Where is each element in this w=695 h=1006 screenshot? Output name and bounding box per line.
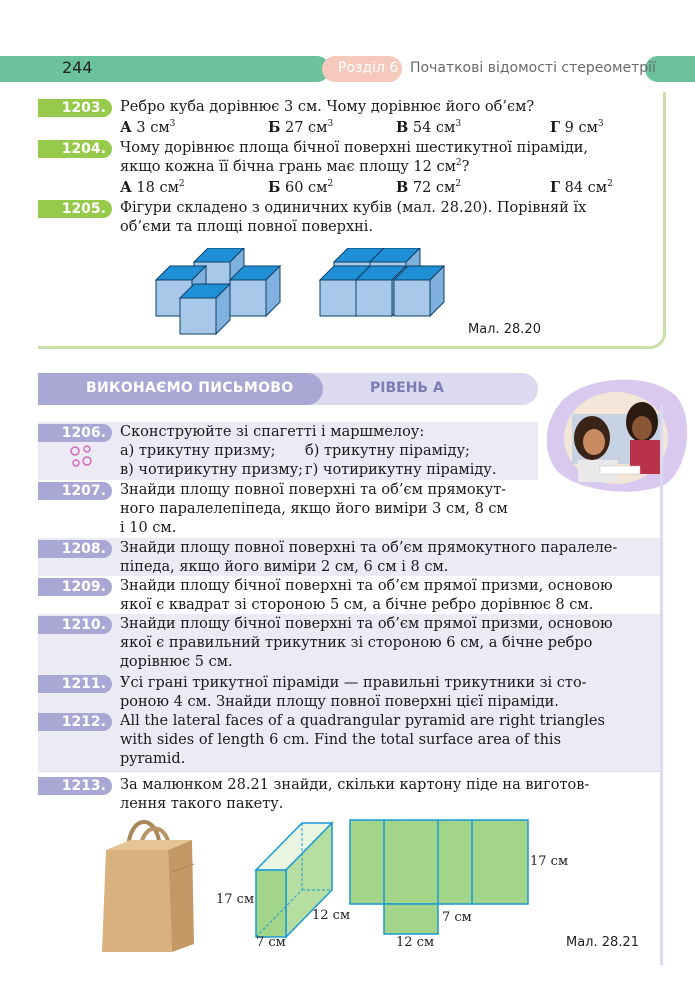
figure-caption-28-21: Мал. 28.21 [566, 935, 639, 950]
problem-1206-line2b: б) трикутну піраміду; [305, 443, 470, 459]
net-diagram [348, 818, 533, 938]
paper-bag-illustration [98, 812, 198, 957]
level-banner [308, 373, 538, 405]
divider [38, 771, 663, 772]
net-width-label: 7 см [442, 910, 472, 925]
prism-depth-label: 12 см [312, 908, 351, 923]
prism-height-label: 17 см [216, 892, 255, 907]
problem-1210-line3: дорівнює 5 см. [120, 654, 233, 670]
title-banner [38, 373, 323, 405]
chapter-title: Початкові відомості стереометрії [410, 60, 656, 76]
cube-figure-1 [156, 248, 280, 334]
option-c: В 54 $см^3$ [396, 119, 462, 136]
problem-1207-line3: і 10 см. [120, 520, 177, 536]
right-rule [660, 405, 663, 965]
problem-1212-line2: with sides of length 6 cm. Find the total surface area of this [120, 732, 562, 748]
problem-1207-line2: ного паралелепіпеда, якщо його виміри 3 см, 8 см [120, 501, 508, 517]
option-d: Г 9 $см^3$ [550, 119, 604, 136]
problem-1209-line2: якої є квадрат зі стороною 5 см, а бічне ребро дорівнює 8 см. [120, 597, 594, 613]
problem-number-1212: 1212. [38, 713, 112, 731]
option-b: Б 27 $см^3$ [268, 119, 334, 136]
prism-diagram [208, 815, 358, 955]
figure-caption-28-20: Мал. 28.20 [468, 322, 541, 337]
problem-number-1209: 1209. [38, 578, 112, 596]
problem-number-1211: 1211. [38, 675, 112, 693]
option-a: А 18 $см^2$ [120, 179, 185, 196]
problem-1203-text: Ребро куба дорівнює 3 см. Чому дорівнює його об’єм? [120, 99, 535, 115]
problem-1207-line1: Знайди площу повної поверхні та об’єм прямокут- [120, 482, 507, 498]
problem-number-1203: 1203. [38, 99, 112, 117]
problem-number-1204: 1204. [38, 140, 112, 158]
problem-number-1213: 1213. [38, 777, 112, 795]
level-label: РІВЕНЬ А [370, 380, 444, 396]
problem-1208-line2: піпеда, якщо його виміри 2 см, 6 см і 8 см. [120, 559, 449, 575]
problem-1212-line3: pyramid. [120, 751, 186, 767]
problem-1206-line3b: г) чотирикутну піраміду. [305, 462, 497, 478]
problem-1210-line1: Знайди площу бічної поверхні та об’єм прямої призми, основою [120, 616, 613, 632]
page-header [0, 56, 695, 82]
problem-1211-line1: Усі грані трикутної піраміди — правильні трикутники зі сто- [120, 675, 587, 691]
problem-1213-line2: лення такого пакету. [120, 796, 284, 812]
option-c: В 72 $см^2$ [396, 179, 462, 196]
option-d: Г 84 $см^2$ [550, 179, 613, 196]
cube-figures [150, 248, 450, 343]
problem-1206-line1: Сконструюйте зі спагетті і маршмелоу: [120, 424, 425, 440]
problem-1204-line2: якщо кожна її бічна грань має площу 12 $см^2$? [120, 158, 470, 175]
problem-1209-line1: Знайди площу бічної поверхні та об’єм прямої призми, основою [120, 578, 613, 594]
section-banner [38, 373, 538, 405]
problem-1213-line1: За малюнком 28.21 знайди, скільки картону піде на виготов- [120, 777, 590, 793]
problem-1211-line2: роною 4 см. Знайди площу повної поверхні цієї піраміди. [120, 694, 559, 710]
banner-title: ВИКОНАЄМО ПИСЬМОВО [86, 380, 294, 396]
problem-number-1210: 1210. [38, 616, 112, 634]
problem-1212-line1: All the lateral faces of a quadrangular pyramid are right triangles [120, 713, 605, 729]
problem-1205-line2: об’єми та площі повної поверхні. [120, 219, 374, 235]
problem-1206-line2: а) трикутну призму; [120, 443, 276, 459]
page-number: 244 [62, 58, 93, 77]
net-depth-label: 12 см [396, 935, 435, 950]
group-work-icon [68, 443, 96, 469]
problem-number-1205: 1205. [38, 200, 112, 218]
problem-1210-line2: якої є правильний трикутник зі стороною 6 см, а бічне ребро [120, 635, 593, 651]
prism-width-label: 7 см [256, 935, 286, 950]
net-height-label: 17 см [530, 854, 569, 869]
section-label: Розділ 6 [338, 60, 399, 76]
cube-figure-2 [320, 248, 444, 316]
header-left-bar [0, 56, 330, 82]
option-b: Б 60 $см^2$ [268, 179, 334, 196]
problem-number-1207: 1207. [38, 482, 112, 500]
problem-1205-line1: Фігури складено з одиничних кубів (мал. 28.20). Порівняй їх [120, 200, 587, 216]
students-photo [538, 376, 688, 494]
problem-1208-line1: Знайди площу повної поверхні та об’єм прямокутного паралеле- [120, 540, 618, 556]
problem-number-1206: 1206. [38, 424, 112, 442]
problem-1206-line3: в) чотирикутну призму; [120, 462, 304, 478]
problem-1204-line1: Чому дорівнює площа бічної поверхні шестикутної піраміди, [120, 140, 589, 156]
problem-number-1208: 1208. [38, 540, 112, 558]
option-a: А 3 $см^3$ [120, 119, 176, 136]
